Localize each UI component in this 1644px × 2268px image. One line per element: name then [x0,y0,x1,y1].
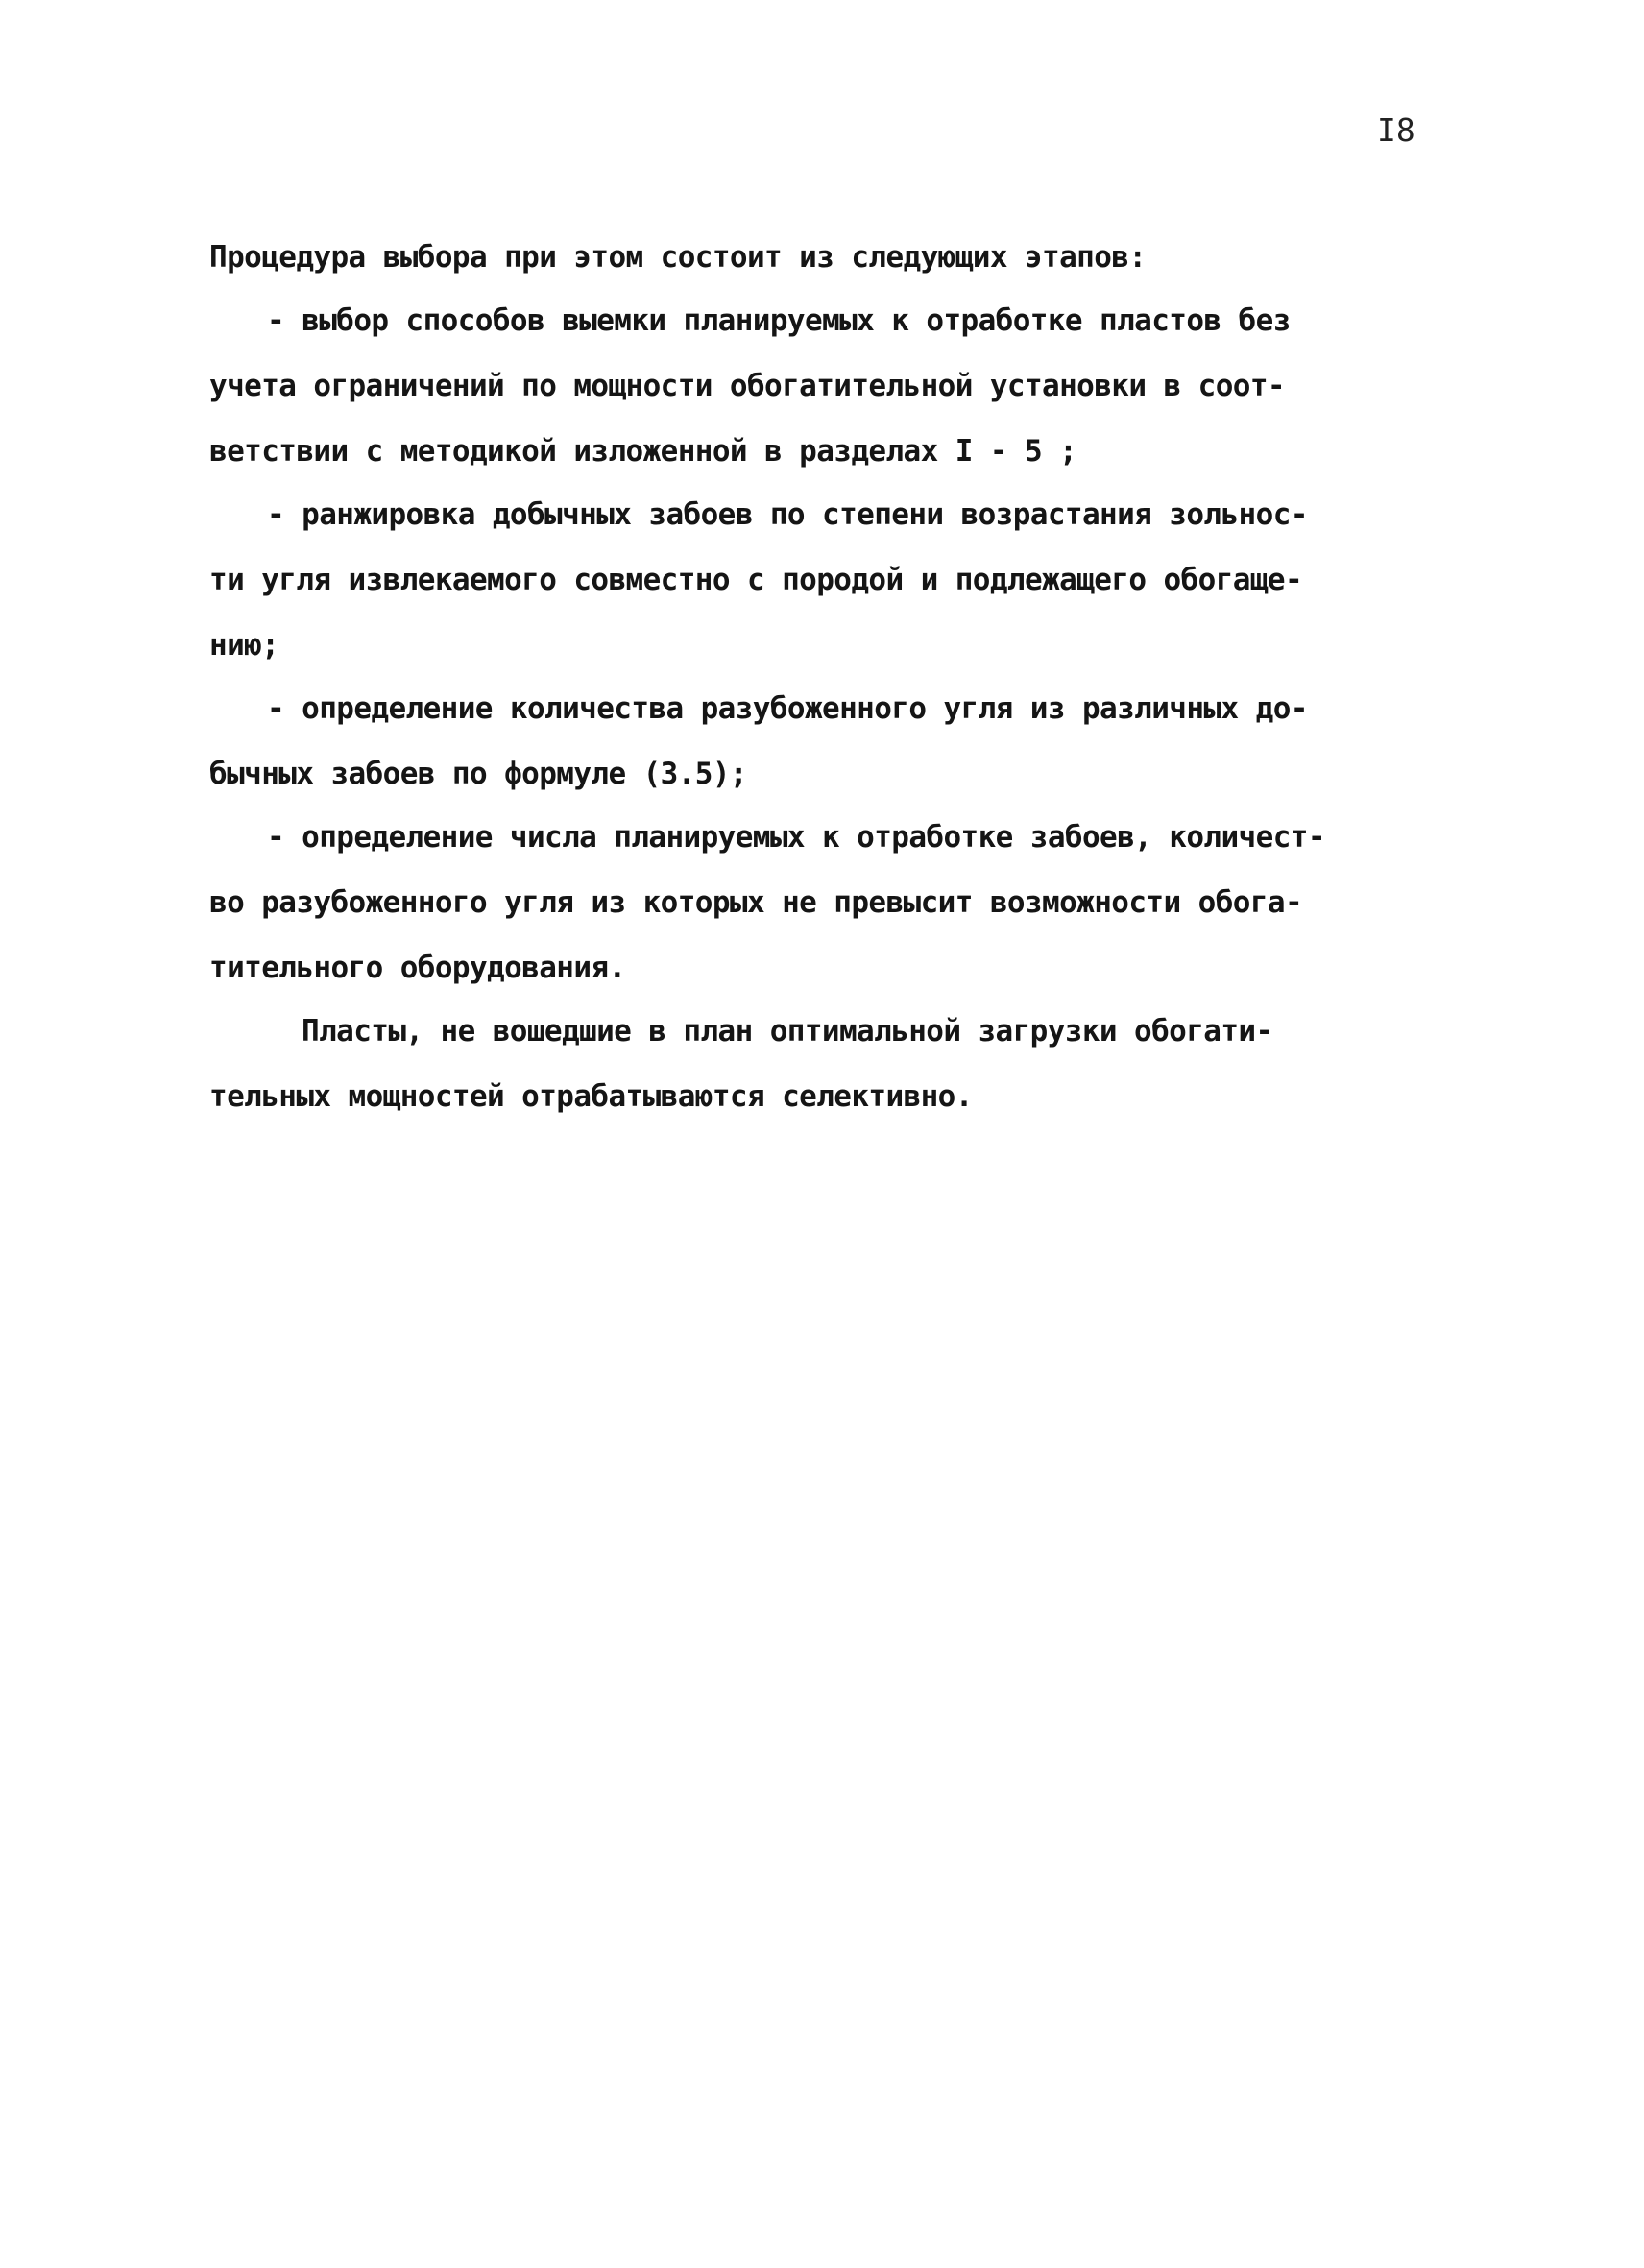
text-line: тельных мощностей отрабатываются селективно. [209,1079,973,1114]
text-line: бычных забоев по формуле (3.5); [209,757,747,791]
text-line: ветствии с методикой изложенной в разделах I - 5 ; [209,434,1077,469]
text-line: Процедура выбора при этом состоит из следующих этапов: [209,240,1147,275]
text-line: во разубоженного угля из которых не превысит возможности обога- [209,885,1303,920]
text-line: нию; [209,628,279,663]
text-line: - выбор способов выемки планируемых к отработке пластов без [267,303,1291,338]
text-line: учета ограничений по мощности обогатительной установки в соот- [209,369,1285,403]
text-line: - ранжировка добычных забоев по степени возрастания зольнос- [267,497,1308,532]
page-number: I8 [1377,111,1415,149]
text-line: - определение числа планируемых к отработке забоев, количест- [267,820,1325,855]
text-line: ти угля извлекаемого совместно с породой и подлежащего обогаще- [209,563,1303,597]
text-line: тительного оборудования. [209,951,626,985]
text-line: Пласты, не вошедшие в план оптимальной загрузки обогати- [302,1014,1273,1049]
text-line: - определение количества разубоженного угля из различных до- [267,691,1308,726]
